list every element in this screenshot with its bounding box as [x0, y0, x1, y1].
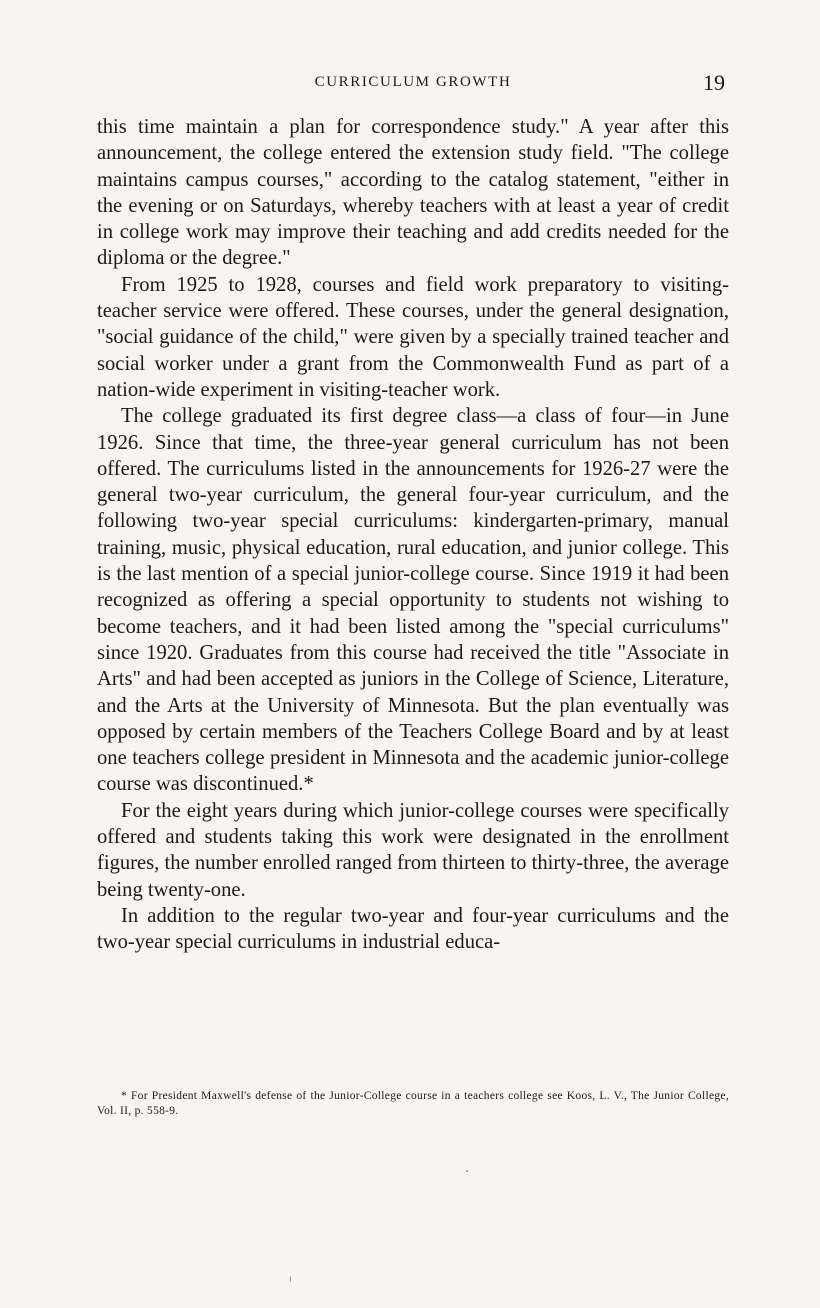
running-head: CURRICULUM GROWTH — [314, 74, 512, 90]
paragraph: From 1925 to 1928, courses and field work preparatory to visiting-teacher service were offered. These courses, under the general designation, "social guidance of the child," were given by a specially trained teacher and social worker under a grant from the Commonwealth Fund as part of a nation-wide experiment in visiting-teacher work. — [97, 273, 729, 401]
paragraph: The college graduated its first degree class—a class of four—in June 1926. Since that time, the three-year general curriculum has not been offered. The curriculums listed in the announcements for 1926-27 were the general two-year curriculum, the general four-year curriculum, and the following two-year special curriculums: kindergarten-primary, manual training, music, physical education, rural education, and junior college. This is the last mention of a special junior-college course. Since 1919 it had been recognized as offering a special opportunity to students not wishing to become teachers, and it had been listed among the "special curriculums" since 1920. Graduates from this course had received the title "Associate in Arts" and had been accepted as juniors in the College of Science, Literature, and the Arts at the University of Minnesota. But the plan eventually was opposed by certain members of the Teachers College Board and by at least one teachers college president in Minnesota and the academic junior-college course was discontinued.* — [97, 405, 729, 796]
paragraph: For the eight years during which junior-college courses were specifically offered and students taking this work were designated in the enrollment figures, the number enrolled ranged from thirteen to thirty-three, the average being twenty-one. — [97, 799, 729, 901]
body-text — [97, 114, 729, 956]
print-speck — [466, 1170, 468, 1172]
print-speck — [290, 1276, 291, 1282]
page-number: 19 — [703, 70, 725, 95]
paragraph: this time maintain a plan for correspondence study." A year after this announcement, the college entered the extension study field. "The college maintains campus courses," according to the catalog statement, "either in the evening or on Saturdays, whereby teachers with at least a year of credit in college work may improve their teaching and add credits needed for the diploma or the degree." — [97, 116, 729, 270]
footnote: * For President Maxwell's defense of the Junior-College course in a teachers college see Koos, L. V., The Junior College, Vol. II, p. 558-9. — [97, 1090, 729, 1117]
page-header — [97, 70, 729, 100]
paragraph: In addition to the regular two-year and four-year curriculums and the two-year special curriculums in industrial educa- — [97, 904, 729, 954]
